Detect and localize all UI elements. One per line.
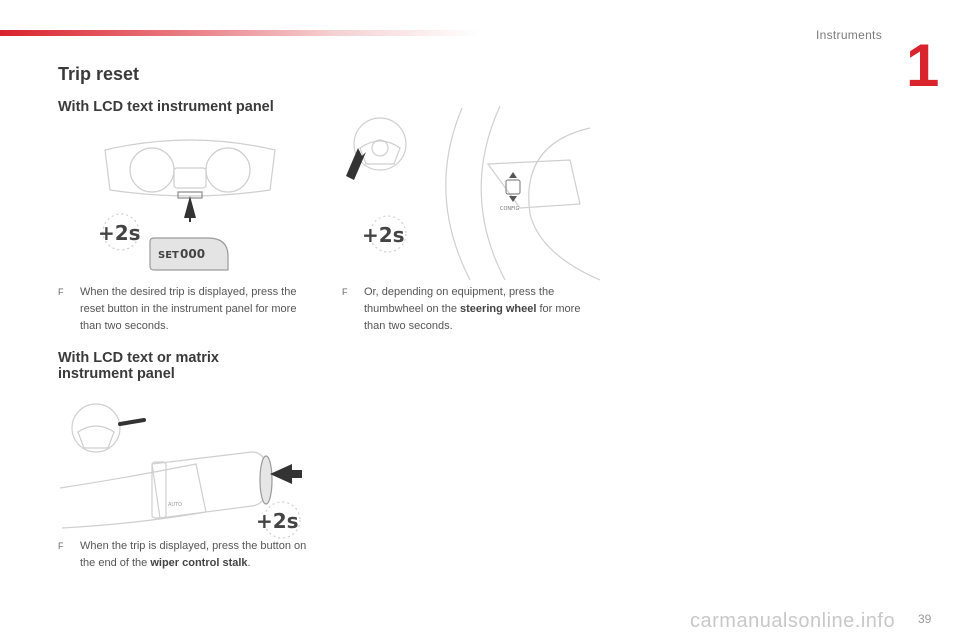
paragraph-text: When the desired trip is displayed, press the reset button in the instrument panel for more than two seconds. — [80, 286, 297, 332]
watermark: carmanualsonline.info — [690, 610, 896, 632]
set-reset-button — [148, 234, 230, 274]
paragraph-text: Or, depending on equipment, press the thumbwheel on the steering wheel for more than two seconds. — [364, 286, 581, 332]
header-accent-bar — [0, 30, 480, 36]
set-label: SET — [158, 250, 179, 261]
section-label: Instruments — [816, 28, 882, 42]
paragraph-text: When the trip is displayed, press the button on the end of the wiper control stalk. — [80, 540, 307, 569]
badge-label-2: +2s — [362, 223, 405, 247]
pointer-arrow-icon — [184, 196, 196, 222]
page-number: 39 — [918, 612, 932, 626]
steering-wheel-term: steering wheel — [460, 303, 537, 315]
heading-lcd-matrix-panel: With LCD text or matrix instrument panel — [58, 350, 219, 382]
wiper-stalk-term: wiper control stalk — [150, 557, 248, 569]
pointer-arrow-icon — [270, 464, 302, 484]
bullet-icon: F — [58, 541, 64, 551]
badge-label-3: +2s — [256, 509, 299, 533]
config-label: CONFIG — [500, 206, 520, 212]
paragraph-steering-wheel — [342, 284, 592, 335]
chapter-number: 1 — [906, 32, 940, 99]
set-value: 000 — [180, 247, 206, 261]
page-title: Trip reset — [58, 64, 140, 84]
stalk-label: AUTO — [168, 502, 183, 508]
badge-label-1: +2s — [98, 221, 141, 245]
paragraph-lcd-text — [58, 284, 320, 335]
press-2s-badge-2 — [360, 212, 410, 258]
paragraph-wiper-stalk — [58, 538, 320, 572]
bullet-icon: F — [58, 287, 64, 297]
heading-lcd-text-panel: With LCD text instrument panel — [58, 99, 274, 115]
bullet-icon: F — [342, 287, 348, 297]
press-2s-badge-1 — [96, 210, 142, 256]
